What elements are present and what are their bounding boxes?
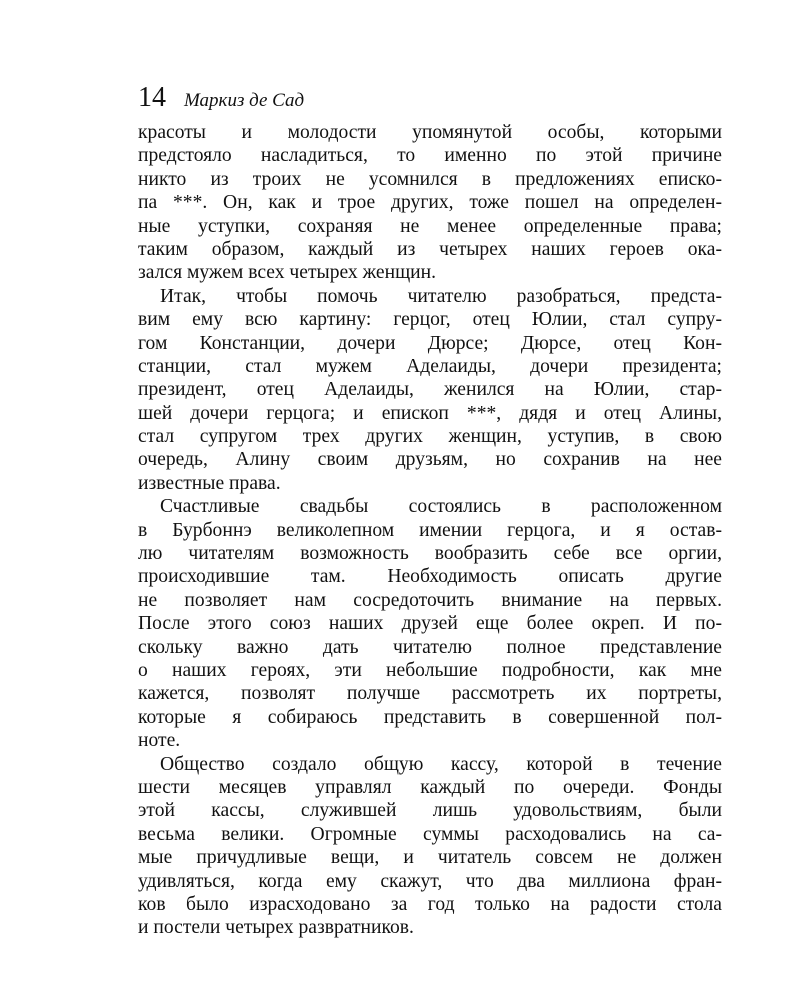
text-line: таким образом, каждый из четырех наших героев ока- (138, 238, 722, 260)
text-line: ные уступки, сохраняя не менее определенные права; (138, 215, 722, 237)
text-line: известные права. (138, 472, 281, 494)
paragraph-3 (138, 495, 722, 752)
text-line: президент, отец Аделаиды, женился на Юлии, стар- (138, 379, 722, 401)
paragraph-4 (138, 753, 722, 940)
text-line: Итак, чтобы помочь читателю разобраться, предста- (160, 285, 722, 307)
running-title: Маркиз де Сад (184, 90, 305, 111)
text-line: никто из троих не усомнился в предложениях еписко- (138, 168, 722, 190)
text-line: Общество создало общую кассу, которой в течение (160, 753, 722, 775)
text-line: этой кассы, служившей лишь удовольствиям, были (138, 800, 722, 822)
text-line: скольку важно дать читателю полное представление (138, 636, 722, 658)
text-line: зался мужем всех четырех женщин. (138, 262, 437, 284)
text-line: шести месяцев управлял каждый по очереди. Фонды (138, 776, 722, 798)
text-line: лю читателям возможность вообразить себе все оргии, (138, 543, 722, 565)
text-line: предстояло насладиться, то именно по этой причине (138, 145, 722, 167)
text-line: весьма велики. Огромные суммы расходовались на са- (138, 823, 722, 845)
text-line: После этого союз наших друзей еще более окреп. И по- (138, 613, 722, 635)
text-line: очередь, Алину своим друзьям, но сохранив на нее (138, 449, 722, 471)
text-line: не позволяет нам сосредоточить внимание на первых. (138, 589, 722, 611)
text-line: которые я собираюсь представить в совершенной пол- (138, 706, 722, 728)
text-line: красоты и молодости упомянутой особы, которыми (138, 122, 722, 143)
text-line: и постели четырех развратников. (138, 917, 414, 939)
text-line: гом Констанции, дочери Дюрсе; Дюрсе, отец Кон- (138, 332, 722, 354)
text-line: кажется, позволят получше рассмотреть их портреты, (138, 683, 722, 705)
text-line: о наших героях, эти небольшие подробности, как мне (138, 659, 722, 681)
text-line: в Бурбоннэ великолепном имении герцога, и я остав- (138, 519, 722, 541)
paragraph-2 (138, 285, 722, 496)
page-header (138, 82, 304, 114)
text-line: ков было израсходовано за год только на радости стола (138, 893, 722, 915)
text-line: происходившие там. Необходимость описать другие (138, 566, 722, 588)
text-line: шей дочери герцога; и епископ ***, дядя и отец Алины, (138, 402, 722, 424)
text-line: па ***. Он, как и трое других, тоже пошел на определен- (138, 192, 722, 214)
body-text (138, 121, 722, 940)
text-line: стал супругом трех других женщин, уступив, в свою (138, 426, 722, 448)
paragraph-1 (138, 121, 722, 285)
text-line: станции, стал мужем Аделаиды, дочери президента; (138, 355, 722, 377)
text-line: Счастливые свадьбы состоялись в расположенном (160, 496, 722, 518)
text-line: мые причудливые вещи, и читатель совсем не должен (138, 847, 722, 869)
text-line: удивляться, когда ему скажут, что два миллиона фран- (138, 870, 722, 892)
text-line: ноте. (138, 730, 181, 752)
text-line: вим ему всю картину: герцог, отец Юлии, стал супру- (138, 309, 722, 331)
page-number: 14 (138, 82, 166, 113)
